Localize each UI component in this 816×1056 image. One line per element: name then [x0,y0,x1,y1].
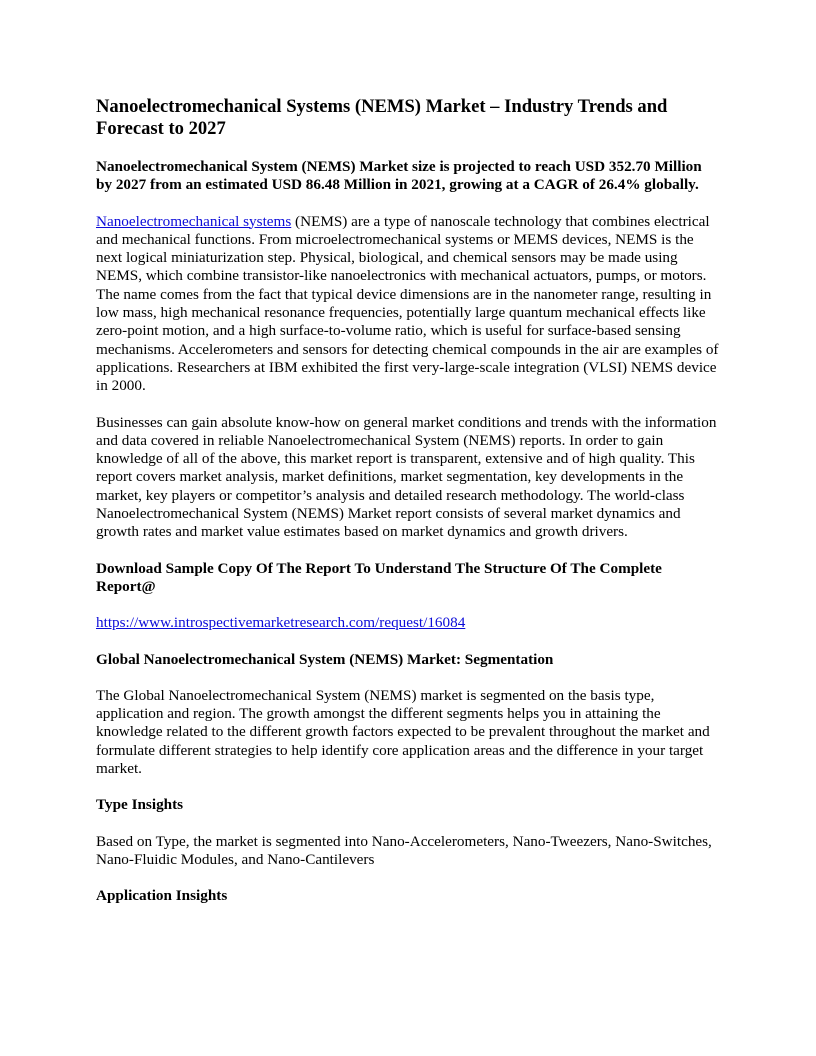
page-title: Nanoelectromechanical Systems (NEMS) Market – Industry Trends and Forecast to 2027 [96,96,668,139]
sample-request-link[interactable]: https://www.introspectivemarketresearch.com/request/16084 [96,614,466,632]
segmentation-heading: Global Nanoelectromechanical System (NEMS) Market: Segmentation [96,650,554,668]
application-insights-heading: Application Insights [96,887,228,905]
type-insights-heading: Type Insights [96,796,184,814]
nems-link[interactable]: Nanoelectromechanical systems [96,212,292,230]
download-heading: Download Sample Copy Of The Report To Understand The Structure Of The Complete Report@ [96,559,662,595]
type-insights-paragraph: Based on Type, the market is segmented into Nano-Accelerometers, Nano-Tweezers, Nano-Switches, Nano-Fluidic Modules, and Nano-Cantilevers [96,832,712,868]
sample-link-paragraph [96,614,720,632]
intro-paragraph [96,213,720,396]
intro-body: (NEMS) are a type of nanoscale technology that combines electrical and mechanical functions. From microelectromechanical systems or MEMS devices, NEMS is the next logical miniaturization step. Physical, biological, and chemical sensors may be made using NEMS, which combine transistor-like nanoelectronics with mechanical actuators, pumps, or motors. The name comes from the fact that typical device dimensions are in the nanometer range, resulting in low mass, high mechanical resonance frequencies, potentially large quantum mechanical effects like zero-point motion, and a high surface-to-volume ratio, which is useful for surface-based sensing mechanisms. Accelerometers and sensors for detecting chemical compounds in the air are examples of applications. Researchers at IBM exhibited the first very-large-scale integration (VLSI) NEMS device in 2000. [96,212,719,395]
document-page [96,96,720,924]
businesses-paragraph: Businesses can gain absolute know-how on general market conditions and trends with the information and data covered in reliable Nanoelectromechanical System (NEMS) reports. In order to gain knowledge of all of the above, this market report is transparent, extensive and of high quality. This report covers market analysis, market definitions, market segmentation, key developments in the market, key players or competitor’s analysis and detailed research methodology. The world-class Nanoelectromechanical System (NEMS) Market report consists of several market dynamics and growth rates and market value estimates based on market dynamics and growth drivers. [96,413,717,541]
lead-summary: Nanoelectromechanical System (NEMS) Market size is projected to reach USD 352.70 Million by 2027 from an estimated USD 86.48 Million in 2021, growing at a CAGR of 26.4% globally. [96,158,702,194]
segmentation-paragraph: The Global Nanoelectromechanical System (NEMS) market is segmented on the basis type, application and region. The growth amongst the different segments helps you in attaining the knowledge related to the different growth factors expected to be prevalent throughout the market and formulate different strategies to help identify core application areas and the difference in your target market. [96,686,710,778]
